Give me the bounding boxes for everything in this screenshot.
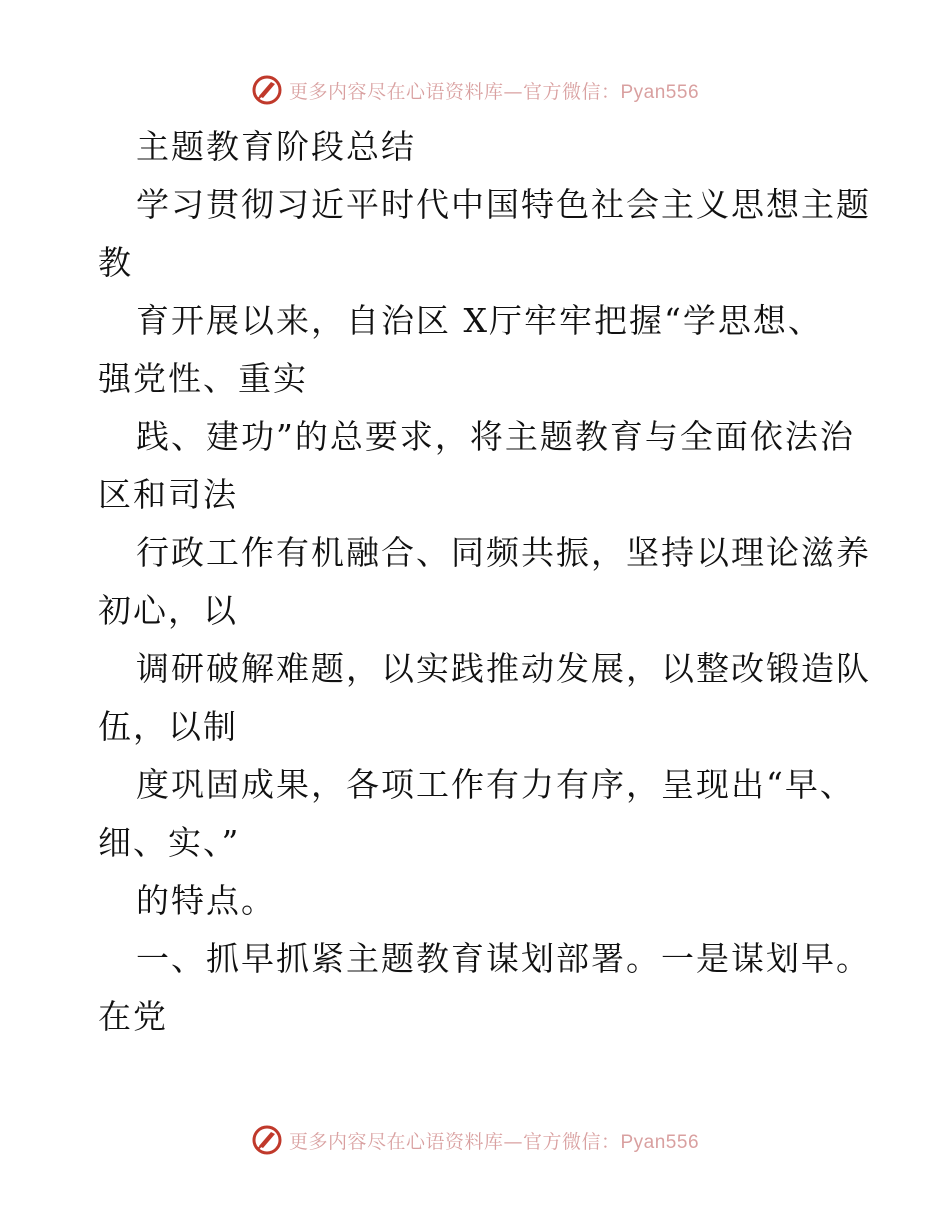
- document-body: [98, 118, 871, 1046]
- text-line: 践、建功”的总要求，将主题教育与全面依法治: [136, 417, 855, 456]
- text-line: 行政工作有机融合、同频共振，坚持以理论滋养: [136, 533, 871, 572]
- watermark-text: 更多内容尽在心语资料库—官方微信：Pyan556: [288, 80, 700, 103]
- text-line: 区和司法: [98, 475, 238, 514]
- text-line: 育开展以来，自治区 X厅牢牢把握“学思想、: [136, 301, 823, 340]
- text-line: 度巩固成果，各项工作有力有序，呈现出“早、: [136, 765, 855, 804]
- watermark-text: 更多内容尽在心语资料库—官方微信：Pyan556: [288, 1130, 700, 1153]
- brand-logo-icon: [251, 74, 283, 106]
- text-line: 细、实、”: [98, 823, 241, 862]
- text-line: 学习贯彻习近平时代中国特色社会主义思想主题: [136, 185, 871, 224]
- text-line: 强党性、重实: [98, 359, 308, 398]
- text-line: 调研破解难题，以实践推动发展，以整改锻造队: [136, 649, 871, 688]
- text-line: 一、抓早抓紧主题教育谋划部署。一是谋划早。: [136, 939, 871, 978]
- text-line: 在党: [98, 997, 168, 1036]
- watermark-footer: [0, 1120, 950, 1160]
- text-line: 教: [98, 243, 133, 282]
- text-line: 伍，以制: [98, 707, 238, 746]
- text-line: 初心，以: [98, 591, 238, 630]
- watermark-header: [0, 70, 950, 110]
- text-line: 主题教育阶段总结: [136, 127, 416, 166]
- brand-logo-icon: [251, 1124, 283, 1156]
- text-line: 的特点。: [136, 881, 276, 920]
